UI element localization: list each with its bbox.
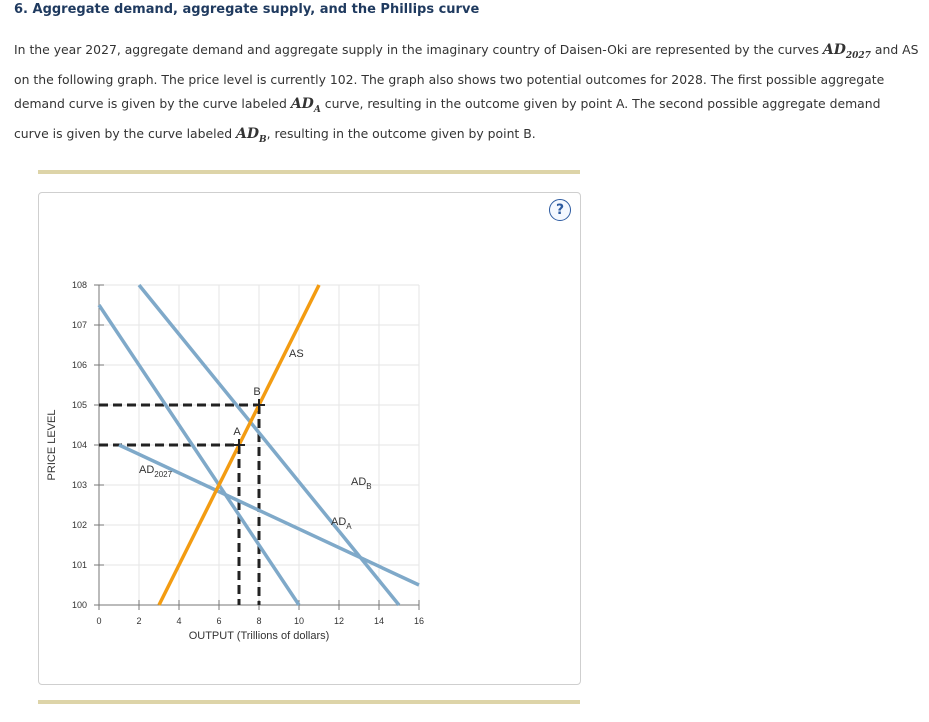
point-label-B: B (253, 386, 261, 398)
curve-ADB (119, 445, 419, 585)
graph-panel (38, 192, 581, 685)
x-tick-label: 10 (293, 616, 305, 626)
x-tick-label: 16 (413, 616, 425, 626)
y-tick-label: 103 (71, 480, 87, 490)
y-tick-label: 101 (71, 560, 87, 570)
x-tick-label: 6 (216, 616, 222, 626)
bottom-divider (38, 700, 580, 704)
y-tick-label: 105 (71, 400, 87, 410)
page-title: 6. Aggregate demand, aggregate supply, and the Phillips curve (14, 2, 480, 17)
x-tick-label: 0 (96, 616, 102, 626)
x-axis-label: OUTPUT (Trillions of dollars) (188, 630, 330, 642)
ada-symbol: $AD_A$ (290, 95, 321, 115)
curve-label-ADB: $AD_B$ (351, 476, 372, 491)
intro-paragraph (14, 38, 919, 151)
intro-text-1: In the year 2027, aggregate demand and aggregate supply in the imaginary country of Daisen-Oki are represented by the curves (14, 42, 823, 57)
point-label-A: A (233, 426, 241, 438)
curve-labels (139, 348, 372, 531)
y-tick-label: 106 (71, 360, 87, 370)
x-tick-label: 4 (176, 616, 182, 626)
curve-label-AS: AS (289, 348, 304, 360)
help-icon[interactable]: ? (549, 199, 571, 221)
y-tick-label: 102 (71, 520, 87, 530)
x-tick-label: 2 (136, 616, 142, 626)
intro-text-3: curve, resulting in the outcome given by point A. The second possible aggregate demand curve is given by the curve labeled (14, 95, 881, 141)
x-tick-label: 14 (373, 616, 385, 626)
y-tick-label: 104 (71, 440, 87, 450)
top-divider (38, 170, 580, 174)
y-axis-label: PRICE LEVEL (46, 409, 58, 481)
ad-as-chart (39, 193, 580, 684)
adb-symbol: $AD_B$ (236, 125, 267, 145)
axes (46, 280, 424, 642)
curve-AD2027 (99, 305, 299, 605)
y-tick-label: 100 (71, 600, 87, 610)
y-tick-label: 107 (71, 320, 87, 330)
x-tick-label: 12 (333, 616, 345, 626)
y-tick-label: 108 (71, 280, 87, 290)
intro-text-4: , resulting in the outcome given by point B. (266, 125, 536, 141)
ad2027-symbol: $AD_{2027}$ (822, 42, 871, 61)
curve-label-ADA: $AD_A$ (331, 516, 352, 531)
curve-label-AD2027: $AD_{2027}$ (139, 464, 173, 479)
x-tick-label: 8 (256, 616, 262, 626)
intro-text-2: and AS on the following graph. The price level is currently 102. The graph also shows two potential outcomes for 2028. The first possible aggregate demand curve is given by the curve labeled (14, 42, 919, 111)
